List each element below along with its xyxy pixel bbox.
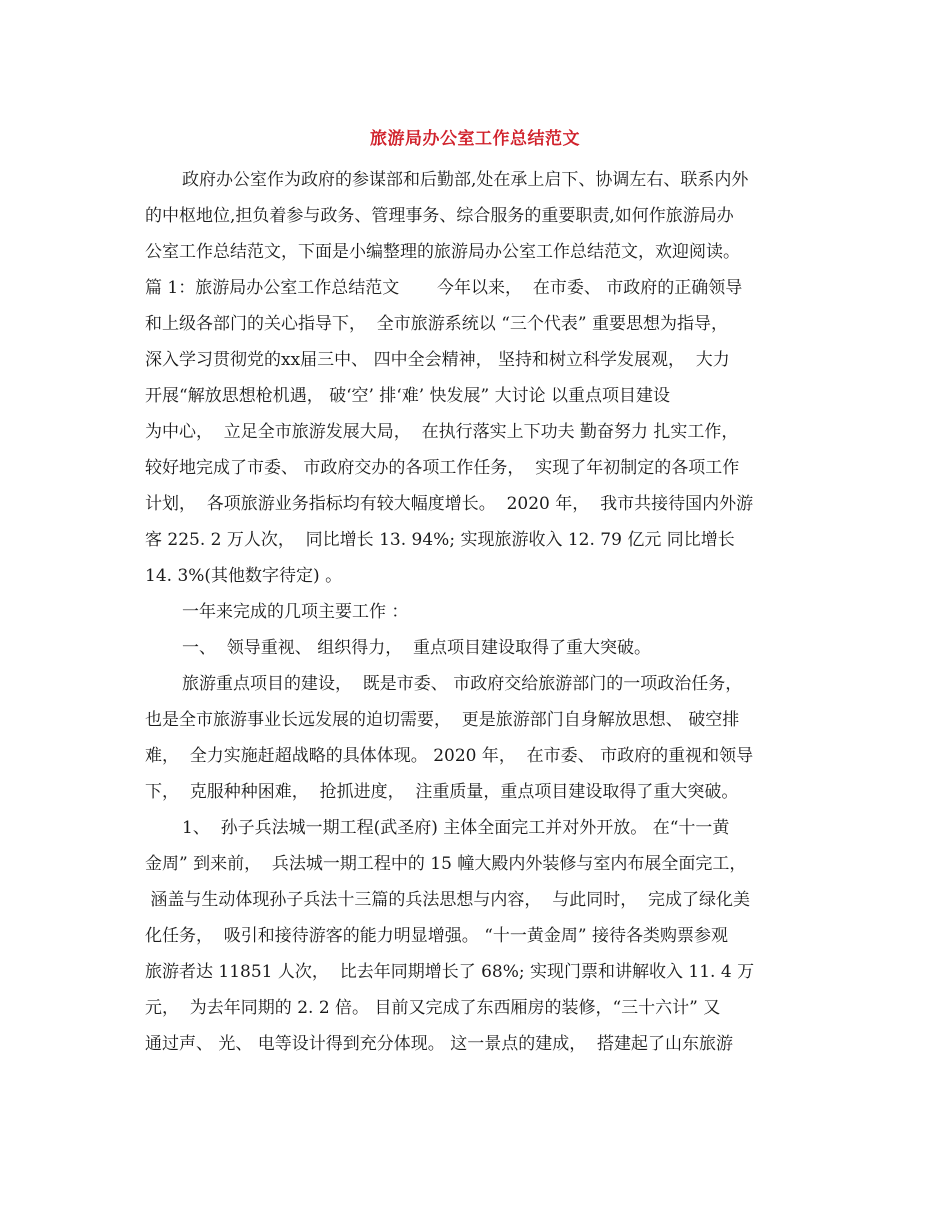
paragraph-line: 公室工作总结范文，下面是小编整理的旅游局办公室工作总结范文，欢迎阅读。 xyxy=(145,242,740,262)
paragraph-line: 化任务， 吸引和接待游客的能力明显增强。 “十一黄金周” 接待各类购票参观 xyxy=(145,926,728,946)
paragraph-line: 金周” 到来前， 兵法城一期工程中的 15 幢大殿内外装修与室内布展全面完工， xyxy=(145,854,747,874)
paragraph-line: 客 225. 2 万人次， 同比增长 13. 94%; 实现旅游收入 12. 79 亿元 同比增长 xyxy=(145,530,735,550)
paragraph-line: 元， 为去年同期的 2. 2 倍。 目前又完成了东西厢房的装修，“三十六计” 又 xyxy=(145,998,721,1018)
paragraph-line: 一年来完成的几项主要工作 ： xyxy=(182,602,409,622)
paragraph-line: 计划， 各项旅游业务指标均有较大幅度增长。 2020 年， 我市共接待国内外游 xyxy=(145,494,754,514)
document-title: 旅游局办公室工作总结范文 xyxy=(370,129,580,149)
paragraph-line: 下， 克服种种困难， 抢抓进度， 注重质量，重点项目建设取得了重大突破。 xyxy=(145,782,739,802)
paragraph-line: 也是全市旅游事业长远发展的迫切需要， 更是旅游部门自身解放思想、 破空排 xyxy=(145,710,740,730)
paragraph-line: 14. 3%(其他数字待定) 。 xyxy=(145,566,343,586)
paragraph-line: 深入学习贯彻党的xx届三中、 四中全会精神， 坚持和树立科学发展观， 大力 xyxy=(145,350,730,370)
paragraph-line: 和上级各部门的关心指导下， 全市旅游系统以 “三个代表” 重要思想为指导， xyxy=(145,314,728,334)
paragraph-line: 的中枢地位,担负着参与政务、管理事务、综合服务的重要职责,如何作旅游局办 xyxy=(145,206,734,226)
paragraph-line: 旅游重点项目的建设， 既是市委、 市政府交给旅游部门的一项政治任务， xyxy=(182,674,743,694)
paragraph-line: 较好地完成了市委、 市政府交办的各项工作任务， 实现了年初制定的各项工作 xyxy=(145,458,740,478)
paragraph-line: 篇 1：旅游局办公室工作总结范文 今年以来， 在市委、 市政府的正确领导 xyxy=(145,278,743,298)
paragraph-line: 旅游者达 11851 人次， 比去年同期增长了 68%; 实现门票和讲解收入 11. 4 万 xyxy=(145,962,755,982)
paragraph-line: 一、 领导重视、 组织得力， 重点项目建设取得了重大突破。 xyxy=(182,638,652,658)
document-body xyxy=(145,162,815,1062)
paragraph-line: 为中心， 立足全市旅游发展大局， 在执行落实上下功夫 勤奋努力 扎实工作， xyxy=(145,422,739,442)
paragraph-line: 开展“解放思想枪机遇， 破‘空’ 排‘难’ 快发展” 大讨论 以重点项目建设 xyxy=(145,386,671,406)
paragraph-line: 通过声、 光、 电等设计得到充分体现。 这一景点的建成， 搭建起了山东旅游 xyxy=(145,1034,734,1054)
paragraph-line: 政府办公室作为政府的参谋部和后勤部,处在承上启下、协调左右、联系内外 xyxy=(182,170,749,190)
paragraph-line: 涵盖与生动体现孙子兵法十三篇的兵法思想与内容， 与此同时， 完成了绿化美 xyxy=(145,890,751,910)
paragraph-line: 1、 孙子兵法城一期工程(武圣府) 主体全面完工并对外开放。 在“十一黄 xyxy=(182,818,730,838)
paragraph-line: 难， 全力实施赶超战略的具体体现。 2020 年， 在市委、 市政府的重视和领导 xyxy=(145,746,754,766)
